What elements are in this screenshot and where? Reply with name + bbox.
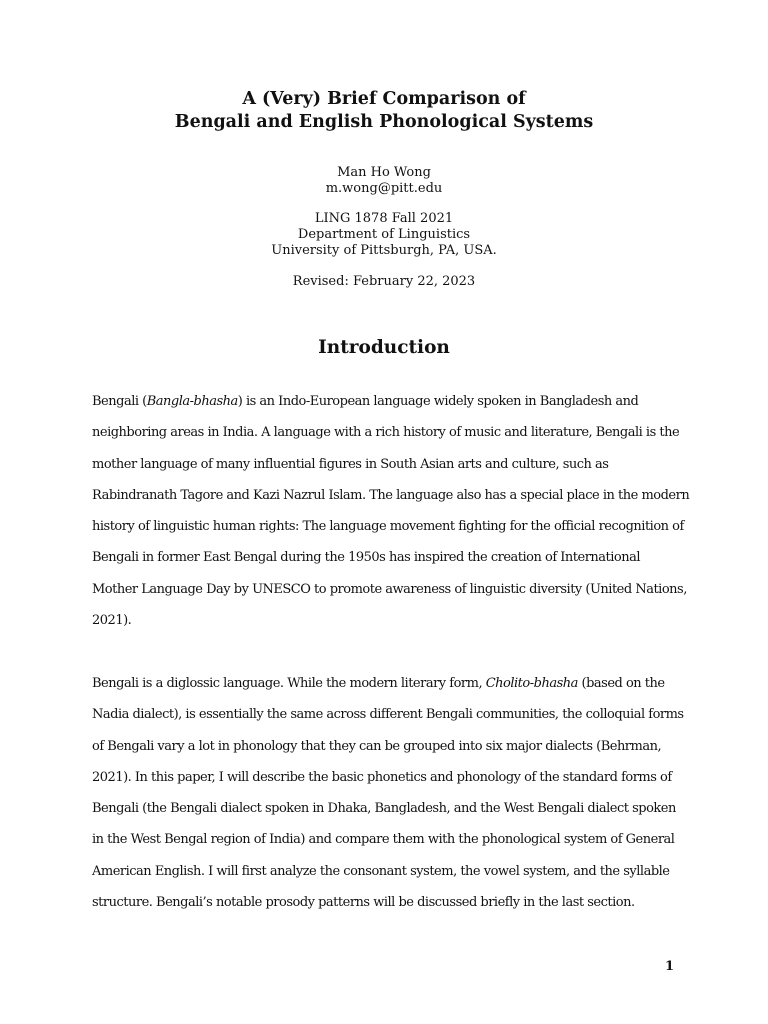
paragraph-line: of Bengali vary a lot in phonology that they can be grouped into six major dialects (Behrman, xyxy=(92,738,662,754)
paragraph-line: 2021). In this paper, I will describe the basic phonetics and phonology of the standard forms of xyxy=(92,769,672,785)
author-block xyxy=(0,165,768,197)
affiliation-block xyxy=(0,211,768,259)
paragraph-line: Bengali in former East Bengal during the 1950s has inspired the creation of International xyxy=(92,550,641,566)
paragraph-2 xyxy=(92,668,692,918)
paragraph-line: Rabindranath Tagore and Kazi Nazrul Islam. The language also has a special place in the modern xyxy=(92,487,690,503)
paragraph-line: American English. I will first analyze the consonant system, the vowel system, and the syllable xyxy=(92,863,670,879)
paragraph-line: Bengali is a diglossic language. While the modern literary form, Cholito-bhasha (based on the xyxy=(92,676,665,691)
department-line: Department of Linguistics xyxy=(297,227,471,242)
paragraph-line: Mother Language Day by UNESCO to promote awareness of linguistic diversity (United Nations, xyxy=(92,581,687,597)
paragraph-line: history of linguistic human rights: The language movement fighting for the official recognition of xyxy=(92,519,684,535)
revised-date: Revised: February 22, 2023 xyxy=(292,274,476,289)
paragraph-line: in the West Bengal region of India) and compare them with the phonological system of General xyxy=(92,832,675,848)
italic-term: Cholito-bhasha xyxy=(485,676,578,691)
page-number: 1 xyxy=(664,959,674,974)
paragraph-line: neighboring areas in India. A language with a rich history of music and literature, Bengali is the xyxy=(92,425,680,441)
title-line-1: A (Very) Brief Comparison of xyxy=(242,89,526,109)
section-heading: Introduction xyxy=(318,337,450,358)
paragraph-line: Bengali (the Bengali dialect spoken in Dhaka, Bangladesh, and the West Bengali dialect spoken xyxy=(92,801,676,817)
course-line: LING 1878 Fall 2021 xyxy=(314,211,454,226)
author-email: m.wong@pitt.edu xyxy=(325,181,443,196)
paragraph-line: mother language of many influential figures in South Asian arts and culture, such as xyxy=(92,456,609,472)
author-name: Man Ho Wong xyxy=(337,165,431,180)
university-line: University of Pittsburgh, PA, USA. xyxy=(271,243,497,258)
paragraph-line: Bengali (Bangla-bhasha) is an Indo-European language widely spoken in Bangladesh and xyxy=(92,394,639,409)
paper-title xyxy=(0,88,768,134)
paragraph-1 xyxy=(92,386,692,636)
paragraph-line: structure. Bengali’s notable prosody patterns will be discussed briefly in the last section. xyxy=(92,895,635,911)
italic-term: Bangla-bhasha xyxy=(146,394,238,409)
title-line-2: Bengali and English Phonological Systems xyxy=(174,112,594,132)
paragraph-line: 2021). xyxy=(92,613,132,629)
paragraph-line: Nadia dialect), is essentially the same across different Bengali communities, the colloquial forms xyxy=(92,707,684,723)
